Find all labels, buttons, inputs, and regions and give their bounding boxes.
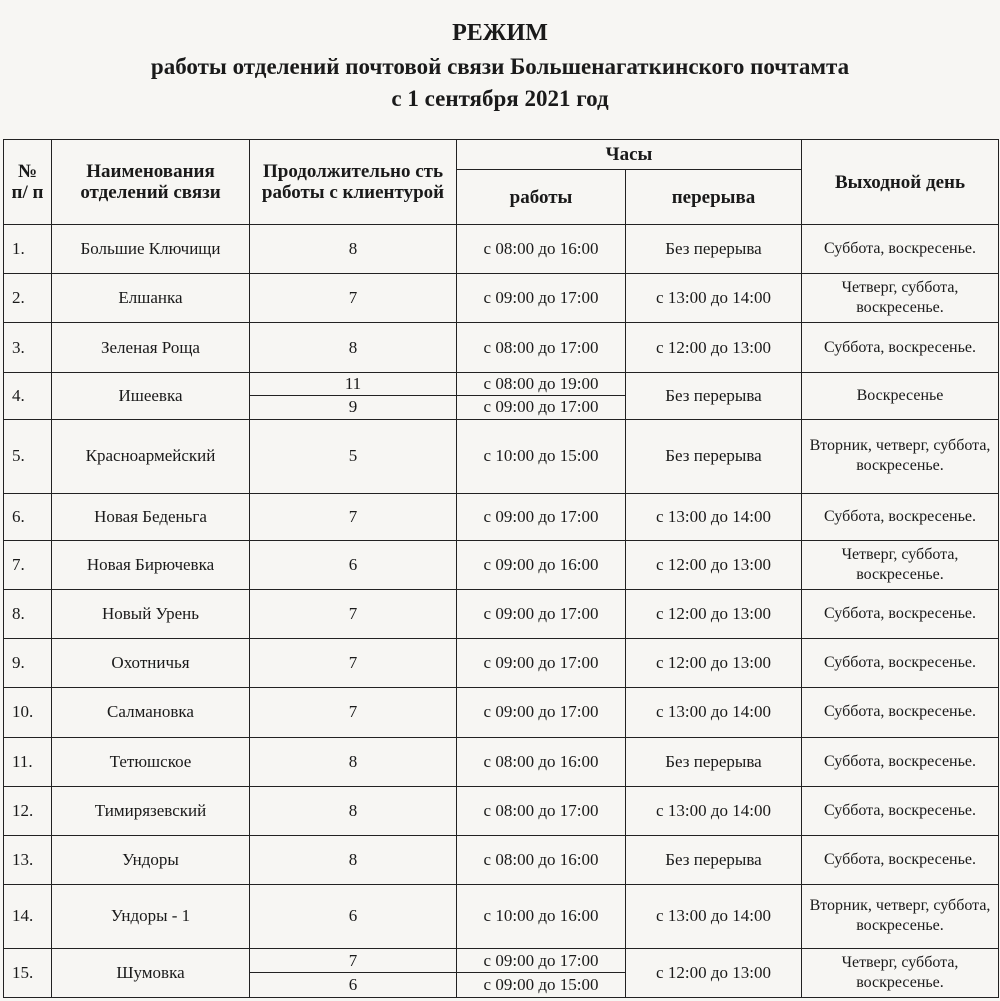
work-hours-cell: с 10:00 до 15:00 [457,419,626,493]
break-hours-cell: с 13:00 до 14:00 [626,688,802,737]
row-number: 9. [4,639,52,688]
day-off-cell: Суббота, воскресенье. [802,589,999,638]
duration-cell: 11 [250,372,457,396]
work-hours-cell: с 08:00 до 17:00 [457,786,626,835]
duration-cell: 6 [250,540,457,589]
day-off-cell: Суббота, воскресенье. [802,493,999,540]
table-row [4,737,999,786]
row-number: 6. [4,493,52,540]
day-off-cell: Суббота, воскресенье. [802,786,999,835]
table-row [4,419,999,493]
duration-cell: 5 [250,419,457,493]
duration-cell: 6 [250,885,457,949]
work-hours-cell: с 09:00 до 17:00 [457,274,626,323]
document-title: РЕЖИМ [452,20,548,46]
break-hours-cell: с 13:00 до 14:00 [626,274,802,323]
office-name: Шумовка [52,948,250,997]
day-off-cell: Четверг, суббота, воскресенье. [802,540,999,589]
header-num: № п/ п [4,140,52,225]
header-name: Наименования отделений связи [52,140,250,225]
office-name: Тетюшское [52,737,250,786]
row-number: 5. [4,419,52,493]
break-hours-cell: с 13:00 до 14:00 [626,885,802,949]
day-off-cell: Четверг, суббота, воскресенье. [802,948,999,997]
break-hours-cell: с 12:00 до 13:00 [626,323,802,372]
row-number: 14. [4,885,52,949]
office-name: Салмановка [52,688,250,737]
row-number: 7. [4,540,52,589]
break-hours-cell: Без перерыва [626,835,802,884]
break-hours-cell: с 12:00 до 13:00 [626,589,802,638]
work-hours-cell: с 09:00 до 17:00 [457,396,626,420]
table-body [4,225,999,998]
duration-cell: 8 [250,225,457,274]
office-name: Ишеевка [52,372,250,419]
office-name: Новая Бирючевка [52,540,250,589]
table-row [4,688,999,737]
work-hours-cell: с 09:00 до 16:00 [457,540,626,589]
work-hours-cell: с 09:00 до 17:00 [457,688,626,737]
table-row [4,493,999,540]
table-row [4,885,999,949]
break-hours-cell: с 12:00 до 13:00 [626,639,802,688]
break-hours-cell: с 12:00 до 13:00 [626,540,802,589]
office-name: Зеленая Роща [52,323,250,372]
day-off-cell: Суббота, воскресенье. [802,737,999,786]
day-off-cell: Суббота, воскресенье. [802,639,999,688]
break-hours-cell: Без перерыва [626,225,802,274]
work-hours-cell: с 09:00 до 17:00 [457,493,626,540]
table-row [4,323,999,372]
break-hours-cell: с 13:00 до 14:00 [626,493,802,540]
duration-cell: 7 [250,948,457,973]
row-number: 2. [4,274,52,323]
row-number: 3. [4,323,52,372]
work-hours-cell: с 09:00 до 17:00 [457,948,626,973]
break-hours-cell: Без перерыва [626,419,802,493]
duration-cell: 7 [250,493,457,540]
table-row [4,589,999,638]
work-hours-cell: с 10:00 до 16:00 [457,885,626,949]
work-hours-cell: с 08:00 до 16:00 [457,225,626,274]
office-name: Ундоры [52,835,250,884]
office-name: Красноармейский [52,419,250,493]
row-number: 10. [4,688,52,737]
table-row [4,835,999,884]
break-hours-cell: с 13:00 до 14:00 [626,786,802,835]
duration-cell: 7 [250,274,457,323]
day-off-cell: Суббота, воскресенье. [802,323,999,372]
table-row [4,274,999,323]
day-off-cell: Вторник, четверг, суббота, воскресенье. [802,419,999,493]
break-hours-cell: Без перерыва [626,372,802,419]
header-hours: Часы [457,140,802,170]
office-name: Большие Ключищи [52,225,250,274]
duration-cell: 8 [250,786,457,835]
duration-cell: 7 [250,639,457,688]
day-off-cell: Воскресенье [802,372,999,419]
duration-cell: 7 [250,589,457,638]
office-name: Ундоры - 1 [52,885,250,949]
duration-cell: 8 [250,737,457,786]
table-row [4,639,999,688]
duration-cell: 7 [250,688,457,737]
row-number: 13. [4,835,52,884]
work-hours-cell: с 08:00 до 17:00 [457,323,626,372]
header-work: работы [457,170,626,225]
break-hours-cell: с 12:00 до 13:00 [626,948,802,997]
office-name: Новая Беденьга [52,493,250,540]
header-dayoff: Выходной день [802,140,999,225]
row-number: 4. [4,372,52,419]
work-hours-cell: с 08:00 до 19:00 [457,372,626,396]
work-hours-cell: с 09:00 до 17:00 [457,639,626,688]
day-off-cell: Суббота, воскресенье. [802,688,999,737]
row-number: 1. [4,225,52,274]
table-row [4,372,999,396]
row-number: 15. [4,948,52,997]
table-row [4,540,999,589]
duration-cell: 9 [250,396,457,420]
office-name: Елшанка [52,274,250,323]
header-break: перерыва [626,170,802,225]
office-name: Тимирязевский [52,786,250,835]
schedule-table [3,139,999,998]
office-name: Охотничья [52,639,250,688]
work-hours-cell: с 08:00 до 16:00 [457,835,626,884]
work-hours-cell: с 08:00 до 16:00 [457,737,626,786]
day-off-cell: Суббота, воскресенье. [802,225,999,274]
duration-cell: 8 [250,835,457,884]
document-date: с 1 сентября 2021 год [391,86,609,111]
table-row [4,786,999,835]
duration-cell: 6 [250,973,457,998]
break-hours-cell: Без перерыва [626,737,802,786]
table-row [4,948,999,973]
row-number: 11. [4,737,52,786]
day-off-cell: Суббота, воскресенье. [802,835,999,884]
row-number: 12. [4,786,52,835]
table-row [4,225,999,274]
office-name: Новый Урень [52,589,250,638]
header-duration: Продолжительно сть работы с клиентурой [250,140,457,225]
work-hours-cell: с 09:00 до 17:00 [457,589,626,638]
day-off-cell: Вторник, четверг, суббота, воскресенье. [802,885,999,949]
document-subtitle: работы отделений почтовой связи Большенагаткинского почтамта [150,54,850,79]
work-hours-cell: с 09:00 до 15:00 [457,973,626,998]
row-number: 8. [4,589,52,638]
duration-cell: 8 [250,323,457,372]
day-off-cell: Четверг, суббота, воскресенье. [802,274,999,323]
